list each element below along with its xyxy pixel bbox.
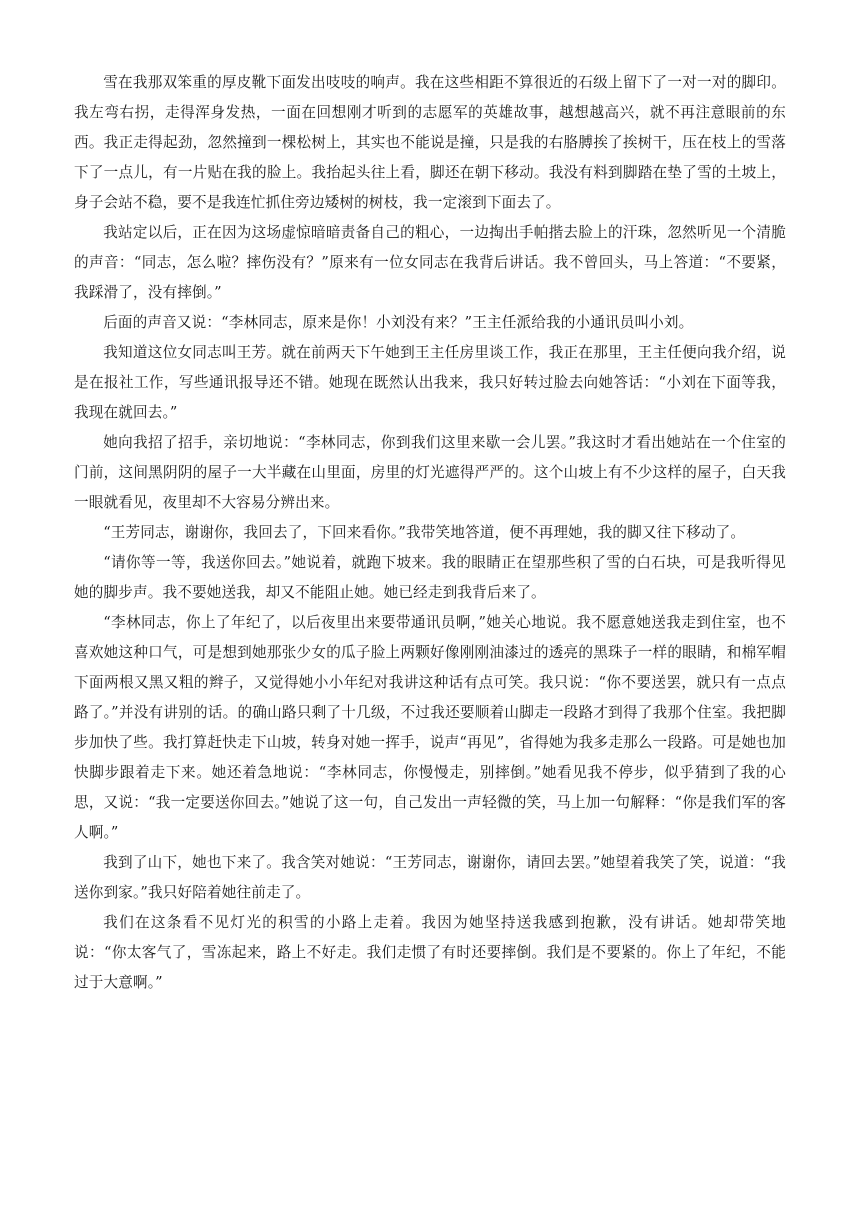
- paragraph: 我到了山下，她也下来了。我含笑对她说：“王芳同志，谢谢你，请回去罢。”她望着我笑了笑，说道：“我送你到家。”我只好陪着她往前走了。: [74, 854, 786, 901]
- paragraph: 我知道这位女同志叫王芳。就在前两天下午她到王主任房里谈工作，我正在那里，王主任便向我介绍，说是在报社工作，写些通讯报导还不错。她现在既然认出我来，我只好转过脸去向她答话：“小刘在下面等我，我现在就回去。”: [74, 344, 786, 421]
- paragraph: “李林同志，你上了年纪了，以后夜里出来要带通讯员啊，”她关心地说。我不愿意她送我走到住室，也不喜欢她这种口气，可是想到她那张少女的瓜子脸上两颗好像刚刚油漆过的透亮的黑珠子一样的眼睛，和棉军帽下面两根又黑又粗的辫子，又觉得她小小年纪对我讲这种话有点可笑。我只说：“你不要送罢，就只有一点点路了。”并没有讲别的话。的确山路只剩了十几级，不过我还要顺着山脚走一段路才到得了我那个住室。我把脚步加快了些。我打算赶快走下山坡，转身对她一挥手，说声“再见”，省得她为我多走那么一段路。可是她也加快脚步跟着走下来。她还着急地说：“李林同志，你慢慢走，别摔倒。”她看见我不停步，似乎猜到了我的心思，又说：“我一定要送你回去。”她说了这一句，自己发出一声轻微的笑，马上加一句解释：“你是我们军的客人啊。”: [74, 614, 786, 841]
- paragraph: 后面的声音又说：“李林同志，原来是你！小刘没有来？”王主任派给我的小通讯员叫小刘。: [103, 314, 694, 331]
- paragraph: 我站定以后，正在因为这场虚惊暗暗责备自己的粗心，一边掏出手帕揩去脸上的汗珠，忽然听见一个清脆的声音：“同志，怎么啦？摔伤没有？”原来有一位女同志在我背后讲话。我不曾回头，马上答道：“不要紧，我踩滑了，没有摔倒。”: [74, 224, 786, 301]
- paragraph: “王芳同志，谢谢你，我回去了，下回来看你。”我带笑地答道，便不再理她，我的脚又往下移动了。: [103, 524, 746, 541]
- paragraph: “请你等一等，我送你回去。”她说着，就跑下坡来。我的眼睛正在望那些积了雪的白石块，可是我听得见她的脚步声。我不要她送我，却又不能阻止她。她已经走到我背后来了。: [74, 554, 786, 601]
- paragraph: 她向我招了招手，亲切地说：“李林同志，你到我们这里来歇一会儿罢。”我这时才看出她站在一个住室的门前，这间黑阴阴的屋子一大半藏在山里面，房里的灯光遮得严严的。这个山坡上有不少这样的屋子，白天我一眼就看见，夜里却不大容易分辨出来。: [74, 434, 786, 511]
- paragraph: 雪在我那双笨重的厚皮靴下面发出吱吱的响声。我在这些相距不算很近的石级上留下了一对一对的脚印。我左弯右拐，走得浑身发热，一面在回想刚才听到的志愿军的英雄故事，越想越高兴，就不再注意眼前的东西。我正走得起劲，忽然撞到一棵松树上，其实也不能说是撞，只是我的右胳膊挨了挨树干，压在枝上的雪落下了一点儿，有一片贴在我的脸上。我抬起头往上看，脚还在朝下移动。我没有料到脚踏在垫了雪的土坡上，身子会站不稳，要不是我连忙抓住旁边矮树的树枝，我一定滚到下面去了。: [74, 74, 786, 211]
- paragraph: 我们在这条看不见灯光的积雪的小路上走着。我因为她坚持送我感到抱歉，没有讲话。她却带笑地说：“你太客气了，雪冻起来，路上不好走。我们走惯了有时还要摔倒。我们是不要紧的。你上了年纪，不能过于大意啊。”: [74, 914, 786, 991]
- story-text: [74, 68, 786, 998]
